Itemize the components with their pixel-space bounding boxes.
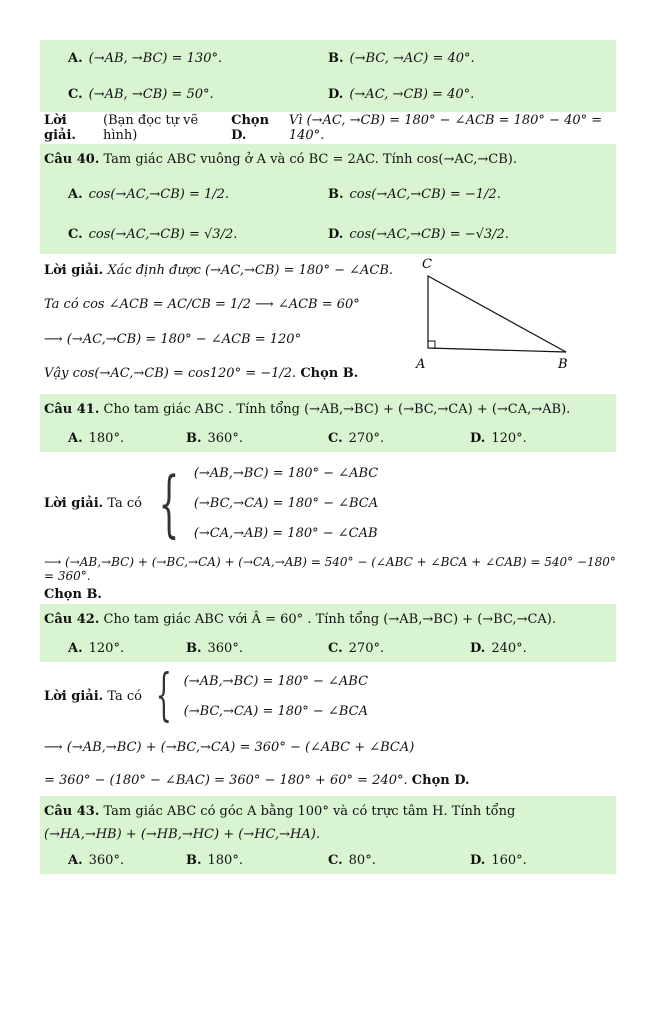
q41-solution-system: Lời giải. Ta có { (→AB,→BC) = 180° − ∠ABC (→BC,→CA) = 180° − ∠BCA (→CA,→AB) = 180° − ∠CAB [44,461,379,545]
q42-option-c[interactable]: C. 270°. [328,640,385,656]
q42-option-d[interactable]: D. 240°. [470,640,527,656]
page-content [40,40,616,874]
q41-choose: Chọn B. [44,586,102,602]
prev-option-d[interactable]: D. (→AC, →CB) = 40°. [328,86,475,102]
vertex-c-label: C [422,257,432,272]
q40-options-row-1 [40,174,616,214]
vertex-a-label: A [416,357,426,372]
prev-option-d-text: (→AC, →CB) = 40°. [349,86,475,102]
question-43-text-2: (→HA,→HB) + (→HB,→HC) + (→HC,→HA). [44,826,320,842]
question-41-text: Cho tam giác ABC . Tính tổng (→AB,→BC) + (→BC,→CA) + (→CA,→AB). [103,401,571,417]
q41-options [40,424,616,452]
q42-solution-system: Lời giải. Ta có { (→AB,→BC) = 180° − ∠ABC (→BC,→CA) = 180° − ∠BCA [44,663,369,728]
right-angle-mark [428,341,435,348]
question-42-text: Cho tam giác ABC với Â = 60° . Tính tổng (→AB,→BC) + (→BC,→CA). [103,611,556,627]
system-brace-2: { [155,663,172,728]
q42-sum-2: = 360° − (180° − ∠BAC) = 360° − 180° + 60° = 240°. Chọn D. [44,772,470,788]
system-brace: { [158,461,180,545]
q41-sum: ⟶ (→AB,→BC) + (→BC,→CA) + (→CA,→AB) = 540° − (∠ABC + ∠BCA + ∠CAB) = 540° −180° = 360°. [44,555,616,583]
q41-option-d[interactable]: D. 120°. [470,430,527,446]
q43-option-a[interactable]: A. 360°. [68,852,125,868]
prev-option-c[interactable]: C. (→AB, →CB) = 50°. [68,86,214,102]
q42-option-b[interactable]: B. 360°. [186,640,243,656]
q40-option-c[interactable]: C. cos(→AC,→CB) = √3/2. [68,226,238,242]
prev-solution: Lời giải. (Bạn đọc tự vẽ hình) Chọn D. Vì (→AC, →CB) = 180° − ∠ACB = 180° − 40° = 140°. [44,113,603,143]
question-41-label: Câu 41. [44,401,100,417]
q42-options [40,634,616,662]
prev-option-c-text: (→AB, →CB) = 50°. [88,86,214,102]
prev-option-a-text: (→AB, →BC) = 130°. [88,50,223,66]
prev-option-b-text: (→BC, →AC) = 40°. [349,50,475,66]
prev-options-row-2 [40,76,616,112]
q43-options [40,846,616,874]
q40-option-d[interactable]: D. cos(→AC,→CB) = −√3/2. [328,226,509,242]
q41-option-c[interactable]: C. 270°. [328,430,385,446]
question-42 [40,604,616,634]
question-41 [40,394,616,424]
vertex-b-label: B [558,357,568,372]
prev-options-row-1 [40,40,616,76]
q40-options-row-2 [40,214,616,254]
q43-option-d[interactable]: D. 160°. [470,852,527,868]
q43-option-c[interactable]: C. 80°. [328,852,376,868]
triangle-figure [410,256,580,374]
q41-option-a[interactable]: A. 180°. [68,430,125,446]
question-40-label: Câu 40. [44,151,100,167]
q40-option-b[interactable]: B. cos(→AC,→CB) = −1/2. [328,186,501,202]
triangle-shape [428,276,566,352]
question-43 [40,796,616,846]
question-43-label: Câu 43. [44,803,100,819]
question-42-label: Câu 42. [44,611,100,627]
prev-option-b[interactable]: B. (→BC, →AC) = 40°. [328,50,475,66]
q40-option-a[interactable]: A. cos(→AC,→CB) = 1/2. [68,186,230,202]
question-40-text: Tam giác ABC vuông ở A và có BC = 2AC. Tính cos(→AC,→CB). [103,151,517,167]
q42-option-a[interactable]: A. 120°. [68,640,125,656]
q43-option-b[interactable]: B. 180°. [186,852,243,868]
question-40 [40,144,616,174]
q41-option-b[interactable]: B. 360°. [186,430,243,446]
q40-solution: Lời giải. Xác định được (→AC,→CB) = 180° − ∠ACB. Ta có cos ∠ACB = AC/CB = 1/2 ⟶ ∠ACB = 60° ⟶ (→AC,→CB) = 180° − ∠ACB = 120° Vậy cos(→AC,→CB) = cos120° = −1/2. Chọn B. C A B [40,254,616,394]
prev-option-a[interactable]: A. (→AB, →BC) = 130°. [68,50,223,66]
question-43-text-1: Tam giác ABC có góc A bằng 100° và có trực tâm H. Tính tổng [103,803,516,819]
q42-sum-1: ⟶ (→AB,→BC) + (→BC,→CA) = 360° − (∠ABC + ∠BCA) [44,739,415,755]
